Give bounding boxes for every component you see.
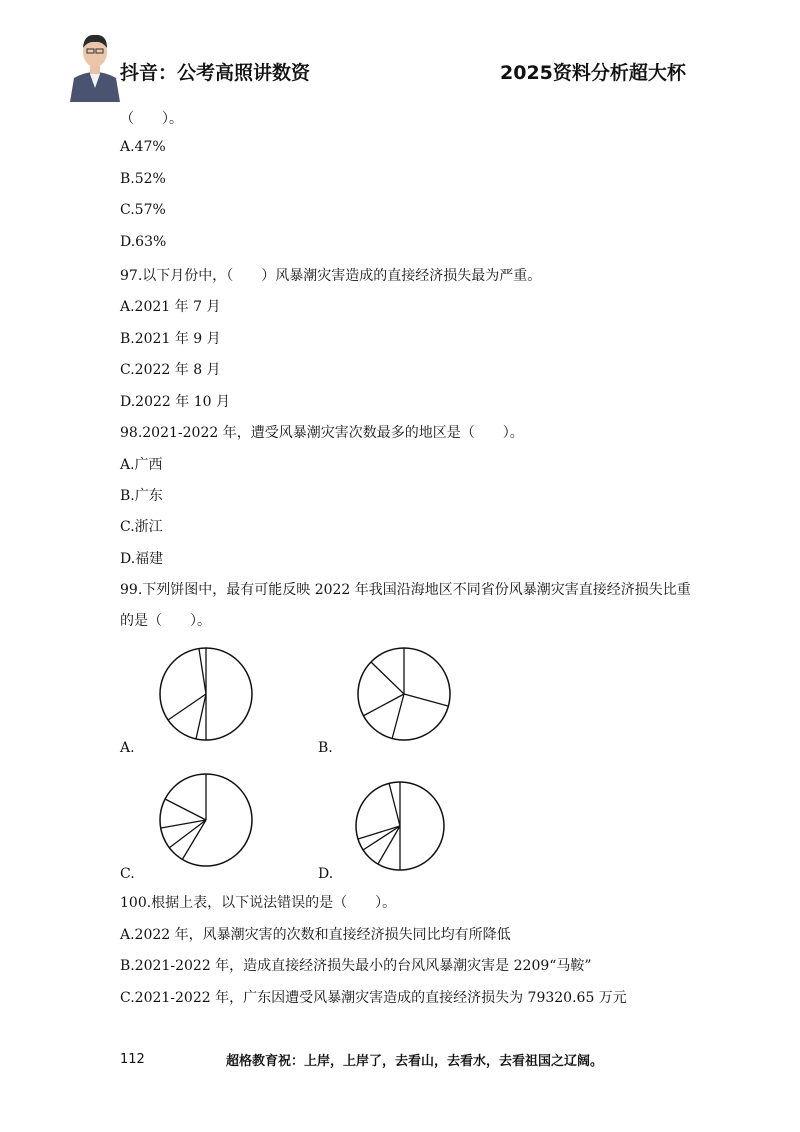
presenter-photo (66, 28, 124, 102)
q100-option-b: B.2021-2022 年，造成直接经济损失最小的台风风暴潮灾害是 2209“马鞍” (120, 958, 592, 974)
pie-chart-b (356, 646, 452, 742)
q99-stem-line1: 99.下列饼图中，最有可能反映 2022 年我国沿海地区不同省份风暴潮灾害直接经济损失比重 (120, 582, 691, 598)
pie-label-b: B. (318, 740, 333, 756)
q96-option-a: A.47% (120, 139, 166, 155)
q100-option-a: A.2022 年，风暴潮灾害的次数和直接经济损失同比均有所降低 (120, 927, 511, 943)
q96-option-c: C.57% (120, 202, 166, 218)
header-left-title: 抖音：公考高照讲数资 (120, 62, 311, 84)
q97-option-a: A.2021 年 7 月 (120, 299, 221, 315)
page-header (0, 0, 800, 110)
page-number: 112 (120, 1052, 145, 1067)
footer-slogan: 超格教育祝：上岸，上岸了，去看山，去看水，去看祖国之辽阔。 (226, 1054, 604, 1069)
pie-label-d: D. (318, 866, 334, 882)
q96-stem-tail: （ ）。 (120, 111, 183, 127)
q98-option-a: A.广西 (120, 457, 163, 473)
pie-chart-d (354, 780, 446, 872)
q100-option-c: C.2021-2022 年，广东因遭受风暴潮灾害造成的直接经济损失为 79320.65 万元 (120, 990, 627, 1006)
q100-stem: 100.根据上表，以下说法错误的是（ ）。 (120, 895, 397, 911)
q99-stem-line2: 的是（ ）。 (120, 613, 211, 629)
q96-option-b: B.52% (120, 171, 166, 187)
pie-label-a: A. (120, 740, 135, 756)
header-right-title: 2025资料分析超大杯 (500, 62, 686, 84)
q97-option-b: B.2021 年 9 月 (120, 331, 221, 347)
q98-option-d: D.福建 (120, 551, 164, 567)
pie-chart-c (158, 772, 254, 868)
q97-option-c: C.2022 年 8 月 (120, 362, 221, 378)
pie-label-c: C. (120, 866, 135, 882)
q96-option-d: D.63% (120, 234, 167, 250)
q98-stem: 98.2021-2022 年，遭受风暴潮灾害次数最多的地区是（ ）。 (120, 425, 524, 441)
q98-option-c: C.浙江 (120, 519, 163, 535)
q97-stem: 97.以下月份中，（ ）风暴潮灾害造成的直接经济损失最为严重。 (120, 268, 542, 284)
q98-option-b: B.广东 (120, 488, 163, 504)
q97-option-d: D.2022 年 10 月 (120, 394, 230, 410)
pie-chart-a (158, 646, 254, 742)
